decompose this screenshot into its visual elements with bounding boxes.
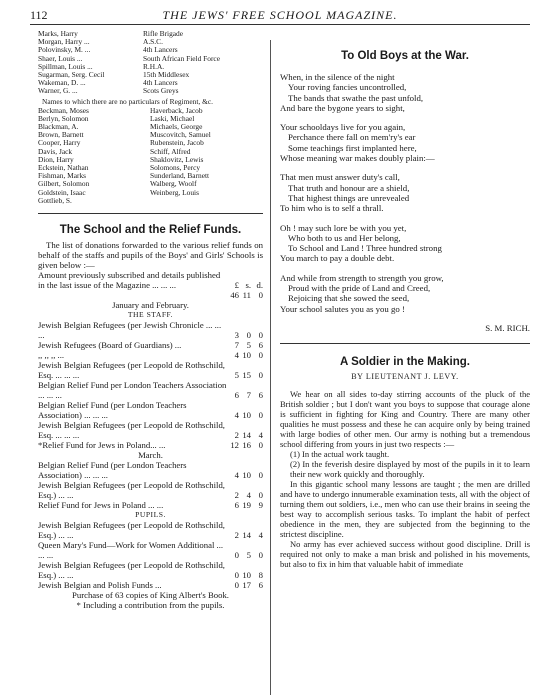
soldier-name: Dion, Harry <box>38 154 74 164</box>
right-column <box>280 50 530 569</box>
donation-amount <box>227 390 263 400</box>
donation-row <box>38 380 263 400</box>
amount-shillings: 19 <box>242 500 251 511</box>
soldier-name: Rubenstein, Jacob <box>150 138 204 148</box>
donation-amount <box>227 340 263 350</box>
fund-table <box>38 270 263 610</box>
currency-header <box>227 280 263 290</box>
regiment-name: 15th Middlesex <box>143 70 190 80</box>
soldier-name: Spillman, Louis ... <box>38 61 93 71</box>
donation-amount <box>227 330 263 340</box>
amount-pounds: 2 <box>234 430 239 441</box>
section-rule <box>38 213 263 214</box>
amount-pounds: 4 <box>234 470 239 481</box>
amount-pence: 0 <box>258 350 263 361</box>
previous-amount-values <box>38 290 263 300</box>
donation-label: Jewish Belgian Refugees (per Leopold de Rothschild, Esq. ... ... ... <box>38 360 225 381</box>
donation-amount <box>227 470 263 480</box>
donation-amount <box>227 530 263 540</box>
poem-stanza <box>280 122 530 163</box>
amount-shillings: 11 <box>242 290 251 301</box>
amount-pounds: 4 <box>234 410 239 421</box>
article-body <box>280 389 530 569</box>
soldier-name: Sunderland, Barnett <box>150 171 210 181</box>
donation-label: Jewish Belgian Refugees (per Leopold de Rothschild, Esq. ... ... ... <box>38 420 225 441</box>
pounds-header: £ <box>234 280 239 291</box>
regiment-name: South African Field Force <box>143 53 220 63</box>
donation-row <box>38 460 263 480</box>
amount-shillings: 5 <box>246 550 251 561</box>
march-donations <box>38 460 263 510</box>
donation-label: Queen Mary's Fund—Work for Women Additional ... ... ... <box>38 540 224 561</box>
unattributed-names <box>38 107 263 205</box>
purchase-note: Purchase of 63 copies of King Albert's Book. <box>72 590 229 601</box>
previous-label: Amount previously subscribed and details published in the last issue of the Magazine ... ... ... <box>38 270 221 291</box>
regiment-name: Rifle Brigade <box>143 29 184 38</box>
amount-shillings: 15 <box>242 370 251 381</box>
staff-heading: THE STAFF. <box>127 310 174 320</box>
amount-pounds: 12 <box>230 440 239 451</box>
donation-label: Jewish Belgian Refugees (per Leopold de Rothschild, Esq.) ... ... <box>38 520 225 541</box>
soldier-name: Brown, Barnett <box>38 130 84 140</box>
donation-amount <box>227 430 263 440</box>
amount-pounds: 2 <box>234 530 239 541</box>
relief-intro: The list of donations forwarded to the various relief funds on behalf of the staffs and pupils of the Boys' and Girls' Schools is given below :— <box>38 240 263 271</box>
donation-label: Relief Fund for Jews in Poland ... ... <box>38 500 164 511</box>
pence-header: d. <box>256 280 263 291</box>
soldier-name: Schiff, Alfred <box>150 146 191 156</box>
footnote: * Including a contribution from the pupils. <box>76 600 225 611</box>
amount-pence: 6 <box>258 580 263 591</box>
amount-shillings: 10 <box>242 410 251 421</box>
poem-line: And while from strength to strength you grow, <box>280 272 444 283</box>
donation-amount <box>227 570 263 580</box>
amount-shillings: 14 <box>242 430 251 441</box>
poem-line: That truth and honour are a shield, <box>288 182 410 193</box>
amount-pounds: 5 <box>234 370 239 381</box>
pupil-donations <box>38 520 263 590</box>
poem-line: That men must answer duty's call, <box>280 172 400 183</box>
regiment-name: Scots Greys <box>143 86 179 96</box>
donation-amount <box>227 500 263 510</box>
amount-shillings: 10 <box>242 470 251 481</box>
soldier-name: Laski, Michael <box>150 113 195 123</box>
donation-row <box>38 340 263 350</box>
donation-label: Jewish Refugees (Board of Guardians) ... <box>38 340 182 351</box>
amount-pence: 0 <box>258 290 263 301</box>
donation-label: Jewish Belgian Refugees (per Jewish Chronicle ... ... ... <box>38 320 222 341</box>
amount-pounds: 2 <box>234 490 239 501</box>
donation-label: Jewish Belgian and Polish Funds ... <box>38 580 162 591</box>
donation-row <box>38 320 263 340</box>
amount-pounds: 0 <box>234 570 239 581</box>
donation-amount <box>227 350 263 360</box>
article-title: A Soldier in the Making. <box>340 355 470 368</box>
amount-pounds: 6 <box>234 390 239 401</box>
poem-line: When, in the silence of the night <box>280 72 395 82</box>
donation-label: Belgian Relief Fund per London Teachers Association ... ... ... <box>38 380 227 401</box>
donation-amount <box>227 370 263 380</box>
amount-shillings: 0 <box>246 330 251 341</box>
amount-shillings: 14 <box>242 530 251 541</box>
amount-pounds: 6 <box>234 500 239 511</box>
left-column <box>38 30 263 610</box>
soldier-name: Morgan, Harry ... <box>38 37 90 47</box>
donation-amount <box>227 550 263 560</box>
amount-shillings: 4 <box>246 490 251 501</box>
poem-line: Some teachings first implanted here, <box>288 142 417 153</box>
donation-row <box>38 350 263 360</box>
donation-row <box>38 500 263 510</box>
amount-shillings: 10 <box>242 570 251 581</box>
soldier-name: Gottlieb, S. <box>38 195 72 205</box>
regiment-name: A.S.C. <box>143 37 163 47</box>
donation-row <box>38 480 263 500</box>
soldier-name: Haverback, Jacob <box>150 105 203 115</box>
previous-amount-row <box>38 270 263 290</box>
poem-title: To Old Boys at the War. <box>341 50 469 62</box>
page-header <box>30 8 530 24</box>
column-divider <box>270 40 271 695</box>
soldier-name: Michaels, George <box>150 122 203 132</box>
donation-amount <box>227 440 263 450</box>
march-heading: March. <box>138 450 163 461</box>
amount-pence: 0 <box>258 410 263 421</box>
donation-row <box>38 360 263 380</box>
soldier-name: Shaer, Louis ... <box>38 53 83 63</box>
donation-label: Belgian Relief Fund (per London Teachers Association) ... ... ... <box>38 400 187 421</box>
poem-stanza <box>280 172 530 213</box>
poem-line: That highest things are unrevealed <box>288 192 410 203</box>
poem-line: The bands that swathe the past unfold, <box>288 92 424 103</box>
poem-line: To School and Land ! Three hundred strong <box>288 243 442 254</box>
pupils-heading: PUPILS. <box>135 510 166 520</box>
poem-line: Your roving fancies uncontrolled, <box>288 82 407 93</box>
poem-stanza <box>280 223 530 264</box>
amount-pence: 0 <box>258 330 263 341</box>
amount-pence: 6 <box>258 340 263 351</box>
amount-pounds: 3 <box>234 330 239 341</box>
regiment-row <box>38 87 263 95</box>
poem-line: Oh ! may such lore be with you yet, <box>280 222 407 233</box>
donation-row <box>38 420 263 440</box>
soldier-name: Beckman, Moses <box>38 105 89 115</box>
amount-pounds: 0 <box>234 550 239 561</box>
donation-row <box>38 400 263 420</box>
shillings-header: s. <box>245 280 251 291</box>
soldier-name: Warner, G. ... <box>38 86 78 96</box>
poem-line: Whose meaning war makes doubly plain:— <box>280 153 435 164</box>
staff-donations <box>38 320 263 450</box>
amount-pounds: 4 <box>234 350 239 361</box>
article-paragraph: In this gigantic school many lessons are taught ; the men are drilled and have to undergo innumerable examination tests, all with the object of turning them out soldiers, i.e., men who can use their brains in seeing the best way to accomplish serious tasks. To implant the habit of perfect obedience in the men, they are subjected from the beginning to the strictest discipline. <box>280 478 530 539</box>
amount-pence: 8 <box>258 570 263 581</box>
donation-amount <box>227 580 263 590</box>
poem-body <box>280 72 530 314</box>
article-paragraph: No army has ever achieved success without good discipline. Drill is required not only to make a man brisk and polished in his movements, but also to fix in him that valuable habit of immediate <box>280 538 530 569</box>
amount-shillings: 16 <box>242 440 251 451</box>
amount-pence: 0 <box>258 550 263 561</box>
poem-line: Proud with the pride of Land and Creed, <box>288 283 431 294</box>
poem-line: Your school salutes you as you go ! <box>280 303 405 314</box>
amount-pounds: 7 <box>234 340 239 351</box>
soldier-name: Walberg, Woolf <box>150 179 197 189</box>
soldier-name: Solomons, Percy <box>150 163 201 173</box>
article-paragraph: We hear on all sides to-day stirring accounts of the pluck of the British soldier ; but I don't want you boys to suppose that courage alone is sufficient in fighting for King and Country. There are many other qualities he must possess and these he can acquire only by being trained with large bodies of other men. Our army is nothing but a tremendous school differing from yours in just two respects :— <box>280 388 530 449</box>
soldier-name: Shaklovitz, Lewis <box>150 154 204 164</box>
soldier-name: Wakeman, D. ... <box>38 78 86 88</box>
poem-stanza <box>280 273 530 314</box>
poem-line: Who both to us and Her belong, <box>288 232 401 243</box>
regiment-list <box>38 30 263 96</box>
donation-amount <box>227 490 263 500</box>
donation-row <box>38 540 263 560</box>
donation-row <box>38 440 263 450</box>
amount-pounds: 0 <box>234 580 239 591</box>
relief-heading: The School and the Relief Funds. <box>59 224 242 237</box>
poem-line: And bare the bygone years to sight, <box>280 102 405 113</box>
amount-pence: 0 <box>258 440 263 451</box>
article-list-item: (1) In the actual work taught. <box>290 448 390 459</box>
regiment-name: R.H.A. <box>143 61 165 71</box>
names-column-2 <box>150 107 262 205</box>
period-heading: January and February. <box>112 300 189 311</box>
names-column-1 <box>38 107 150 205</box>
section-rule <box>280 343 530 344</box>
donation-label: Jewish Belgian Refugees (per Leopold de Rothschild, Esq.) ... ... <box>38 560 225 581</box>
regiment-name: 4th Lancers <box>143 45 178 55</box>
soldier-name: Gilbert, Solomon <box>38 179 90 189</box>
soldier-name: Cooper, Harry <box>38 138 81 148</box>
running-title: THE JEWS' FREE SCHOOL MAGAZINE. <box>162 8 398 22</box>
amount-pence: 0 <box>258 470 263 481</box>
amount-pence: 4 <box>258 530 263 541</box>
amount-pence: 9 <box>258 500 263 511</box>
poem-line: To him who is to self a thrall. <box>280 203 384 214</box>
poem-line: Rejoicing that she sowed the seed, <box>288 293 410 304</box>
amount-shillings: 7 <box>246 390 251 401</box>
amount-pence: 6 <box>258 390 263 401</box>
donation-row <box>38 560 263 580</box>
soldier-name: Sugarman, Serg. Cecil <box>38 70 105 80</box>
soldier-name: Davis, Jack <box>38 146 73 156</box>
soldier-name: Marks, Harry <box>38 29 78 38</box>
amount-shillings: 5 <box>246 340 251 351</box>
article-byline: BY LIEUTENANT J. LEVY. <box>351 371 459 381</box>
soldier-name: Eckstein, Nathan <box>38 163 89 173</box>
amount-shillings: 10 <box>242 350 251 361</box>
soldier-name: Blackman, A. <box>38 122 79 132</box>
regiment-name: 4th Lancers <box>143 78 178 88</box>
donation-label: *Relief Fund for Jews in Poland... ... <box>38 440 166 451</box>
soldier-name: Weinberg, Louis <box>150 187 199 197</box>
donation-row <box>38 580 263 590</box>
soldier-name: Goldstein, Isaac <box>38 187 86 197</box>
article-list-item: (2) In the feverish desire displayed by most of the pupils in it to learn their new work quickly and thoroughly. <box>290 458 530 479</box>
no-particulars-note: Names to which there are no particulars of Regiment, &c. <box>42 96 213 106</box>
amount-pounds: 46 <box>230 290 239 301</box>
poem-line: Your schooldays live for you again, <box>280 122 406 133</box>
poem-line: Perchance there fall on mem'ry's ear <box>288 132 416 143</box>
amount-pence: 4 <box>258 430 263 441</box>
poem-signature: S. M. RICH. <box>485 322 530 333</box>
page-number: 112 <box>30 8 48 22</box>
soldier-name: Polovinsky, M. ... <box>38 45 91 55</box>
amount-shillings: 17 <box>242 580 251 591</box>
donation-row <box>38 520 263 540</box>
amount-pence: 0 <box>258 370 263 381</box>
soldier-name: Fishman, Marks <box>38 171 87 181</box>
soldier-name: Berlyn, Solomon <box>38 113 89 123</box>
poem-line: You march to pay a double debt. <box>280 253 395 264</box>
poem-stanza <box>280 72 530 113</box>
donation-label: Jewish Belgian Refugees (per Leopold de Rothschild, Esq.) ... ... <box>38 480 225 501</box>
donation-amount <box>227 410 263 420</box>
header-rule <box>30 24 530 25</box>
donation-label: Belgian Relief Fund (per London Teachers Association) ... ... ... <box>38 460 187 481</box>
amount-pence: 0 <box>258 490 263 501</box>
donation-label: ,, ,, ,, ... <box>38 350 65 361</box>
soldier-name: Muscovitch, Samuel <box>150 130 211 140</box>
